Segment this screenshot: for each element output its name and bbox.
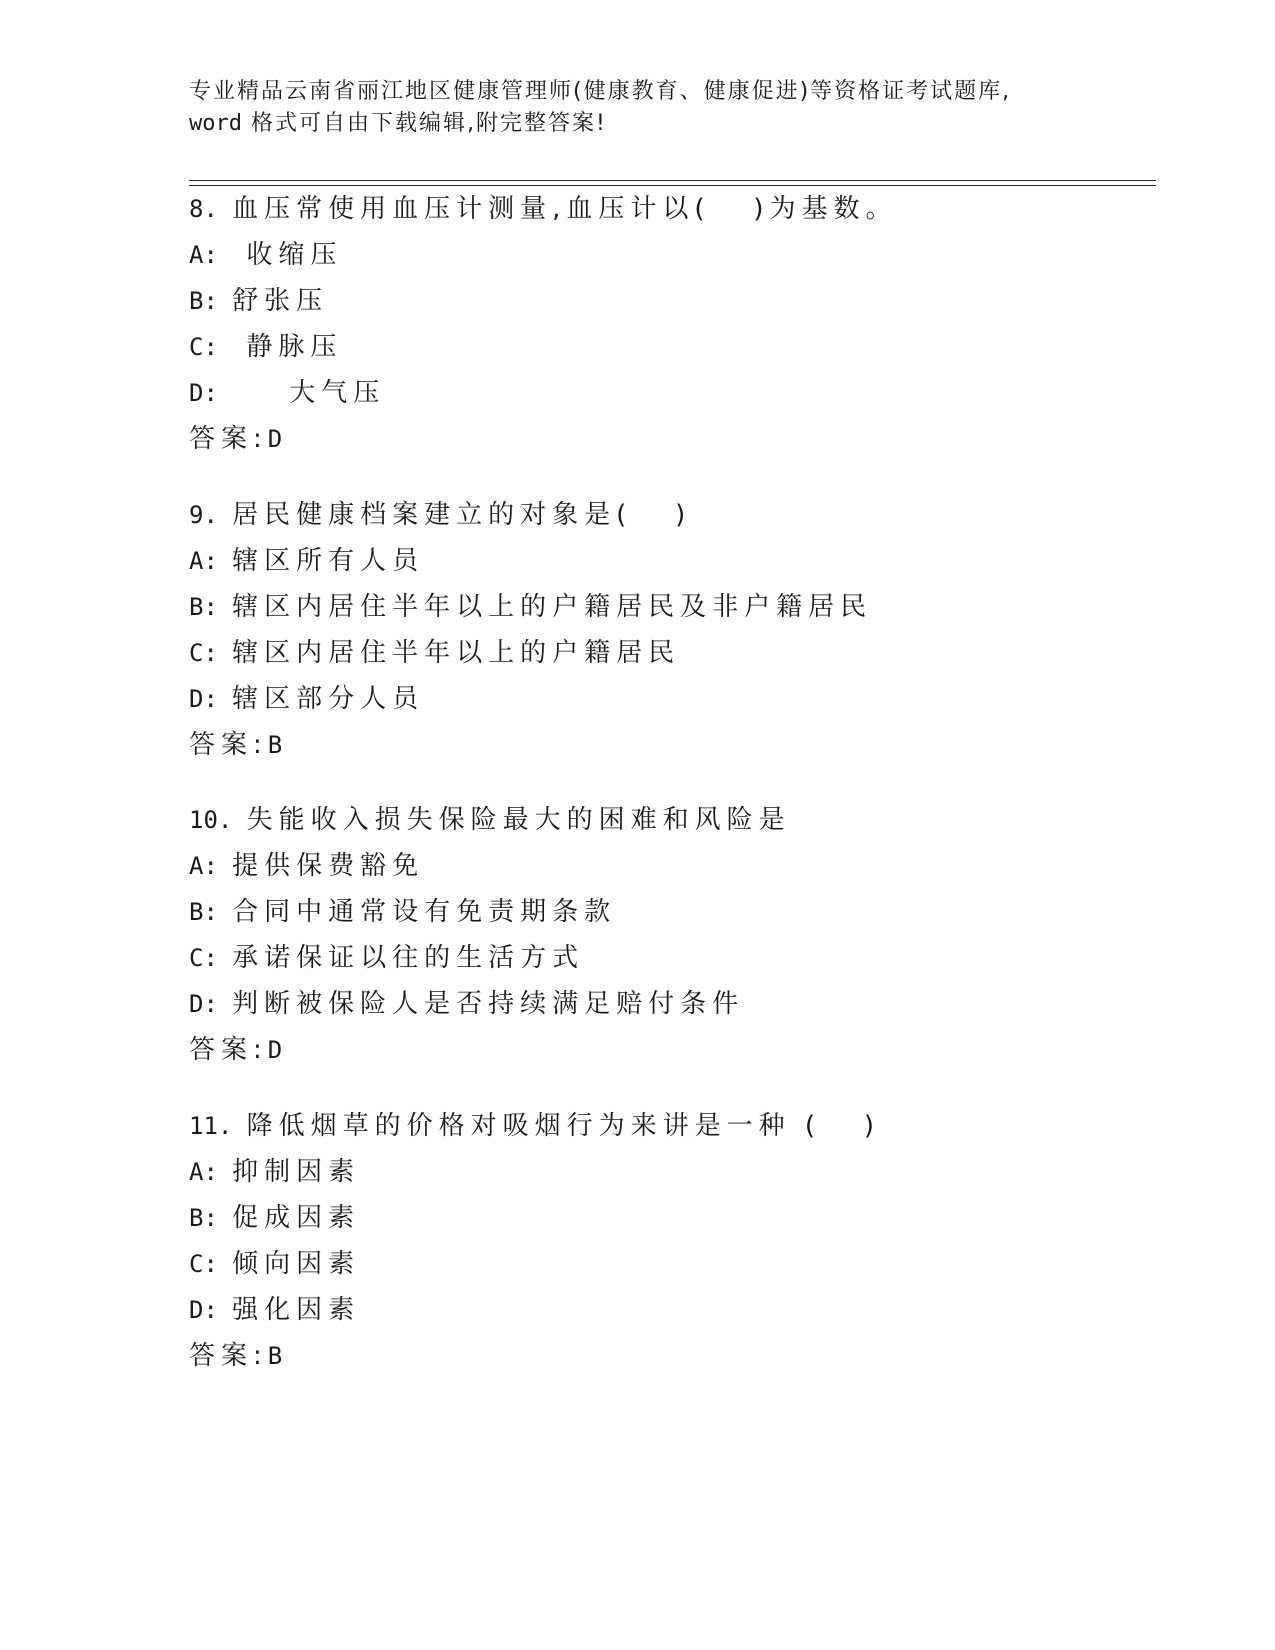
question-text: 失能收入损失保险最大的困难和风险是 [232, 805, 791, 835]
option-text: 合同中通常设有免责期条款 [217, 897, 617, 927]
answer-label: 答案: [189, 1341, 268, 1371]
option-letter: A: [189, 241, 218, 269]
option-text: 辖区所有人员 [217, 546, 425, 576]
question-text: 降低烟草的价格对吸烟行为来讲是一种 ( ) [232, 1111, 880, 1141]
question-number: 9. [189, 501, 218, 529]
option-letter: B: [189, 593, 218, 621]
option-letter: A: [189, 547, 218, 575]
option-letter: D: [189, 685, 218, 713]
option-a [189, 232, 898, 278]
option-text: 收缩压 [217, 240, 343, 270]
option-text: 舒张压 [217, 286, 329, 316]
question-text: 居民健康档案建立的对象是( ) [217, 500, 692, 530]
option-letter: C: [189, 1250, 218, 1278]
option-a [189, 538, 872, 584]
answer-value: D [267, 1036, 283, 1064]
question-8 [189, 186, 898, 462]
option-letter: C: [189, 944, 218, 972]
answer-line [189, 416, 898, 462]
option-letter: A: [189, 852, 218, 880]
header-line-1: 专业精品云南省丽江地区健康管理师(健康教育、健康促进)等资格证考试题库, [189, 79, 1012, 104]
option-b [189, 1195, 880, 1241]
option-text: 辖区内居住半年以上的户籍居民及非户籍居民 [217, 592, 873, 622]
option-d [189, 370, 898, 416]
document-header [189, 76, 1089, 140]
option-c [189, 935, 791, 981]
option-b [189, 584, 872, 630]
answer-label: 答案: [189, 424, 268, 454]
option-letter: C: [189, 333, 218, 361]
option-letter: D: [189, 379, 218, 407]
option-c [189, 630, 872, 676]
option-letter: C: [189, 639, 218, 667]
option-text: 辖区内居住半年以上的户籍居民 [217, 638, 681, 668]
question-9 [189, 492, 872, 768]
answer-line [189, 1027, 791, 1073]
answer-line [189, 722, 872, 768]
option-letter: D: [189, 1296, 218, 1324]
question-number: 10. [189, 806, 233, 834]
question-stem [189, 1103, 880, 1149]
option-text: 判断被保险人是否持续满足赔付条件 [217, 989, 745, 1019]
option-c [189, 1241, 880, 1287]
option-letter: B: [189, 898, 218, 926]
option-a [189, 1149, 880, 1195]
question-number: 8. [189, 195, 218, 223]
option-letter: B: [189, 287, 218, 315]
option-text: 静脉压 [217, 332, 343, 362]
answer-label: 答案: [189, 730, 268, 760]
option-text: 倾向因素 [217, 1249, 361, 1279]
question-text: 血压常使用血压计测量,血压计以( )为基数。 [217, 194, 898, 224]
option-b [189, 889, 791, 935]
answer-value: B [267, 1342, 283, 1370]
header-divider-top [189, 180, 1156, 181]
option-d [189, 1287, 880, 1333]
option-text: 促成因素 [217, 1203, 361, 1233]
question-10 [189, 797, 791, 1073]
option-text: 辖区部分人员 [217, 684, 425, 714]
answer-label: 答案: [189, 1035, 268, 1065]
option-text: 承诺保证以往的生活方式 [217, 943, 585, 973]
option-letter: B: [189, 1204, 218, 1232]
option-text: 大气压 [217, 378, 386, 408]
option-a [189, 843, 791, 889]
header-line-2-text: 格式可自由下载编辑,附完整答案! [241, 111, 607, 136]
question-number: 11. [189, 1112, 233, 1140]
answer-value: B [267, 731, 283, 759]
option-c [189, 324, 898, 370]
question-stem [189, 797, 791, 843]
option-text: 强化因素 [217, 1295, 361, 1325]
answer-line [189, 1333, 880, 1379]
option-text: 抑制因素 [217, 1157, 361, 1187]
question-stem [189, 186, 898, 232]
option-b [189, 278, 898, 324]
answer-value: D [267, 425, 283, 453]
option-letter: D: [189, 990, 218, 1018]
header-line-2 [189, 108, 1089, 140]
option-text: 提供保费豁免 [217, 851, 425, 881]
option-d [189, 676, 872, 722]
question-stem [189, 492, 872, 538]
option-letter: A: [189, 1158, 218, 1186]
question-11 [189, 1103, 880, 1379]
option-d [189, 981, 791, 1027]
header-word-label: word [189, 111, 242, 136]
